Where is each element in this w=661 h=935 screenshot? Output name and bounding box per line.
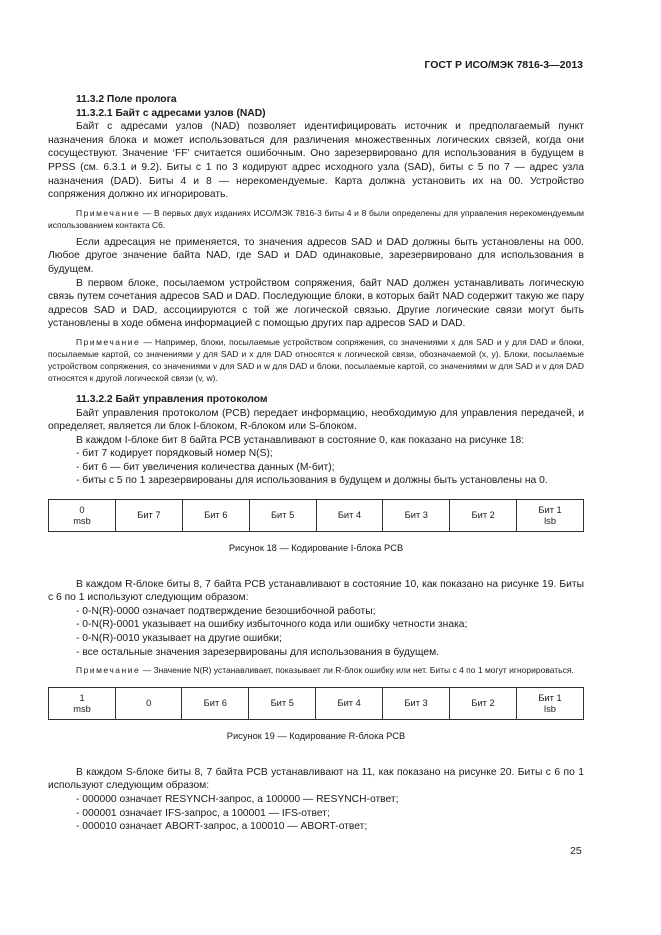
note-label: Примечание	[76, 336, 141, 347]
bit-cell: Бит 3	[383, 500, 450, 532]
note-text: — Например, блоки, посылаемые устройством сопряжения, со значениями x для SAD и y для DAD и блоки, посылаемые картой, со значениями y для SAD и x для DAD относятся к логической связи, обозначаемой (x, y). Блоки, посылаемые устройством сопряжения, со значениями v для SAD и w для DAD и блоки, посылаемые картой, со значениями w для SAD и v для DAD относятся к другой логической связи (v, w).	[48, 336, 584, 383]
bit-cell: Бит 6	[182, 500, 249, 532]
bit-cell: Бит 2	[450, 500, 517, 532]
bit-cell: 0	[116, 688, 182, 720]
list-item: - 000001 означает IFS-запрос, а 100001 — IFS-ответ;	[76, 807, 584, 821]
list-item: - бит 7 кодирует порядковый номер N(S);	[76, 447, 584, 461]
bit-cell: Бит 1 lsb	[517, 500, 584, 532]
figure-19-caption: Рисунок 19 — Кодирование R-блока PCB	[226, 731, 406, 742]
list-s-block	[48, 793, 584, 834]
bit-cell: Бит 1 lsb	[516, 688, 583, 720]
note-label: Примечание	[76, 665, 141, 676]
bit-cell: Бит 7	[115, 500, 182, 532]
list-item: - 0-N(R)-0010 указывает на другие ошибки;	[76, 632, 584, 646]
list-r-block	[48, 605, 584, 659]
figure-19-table	[48, 687, 584, 720]
bit-cell: 0 msb	[49, 500, 116, 532]
section-heading-11-3-2-2: 11.3.2.2 Байт управления протоколом	[76, 393, 268, 405]
paragraph-first-block: В первом блоке, посылаемом устройством сопряжения, байт NAD должен устанавливать логическую связь путем сочетания адресов SAD и DAD. Последующие блоки, в которых байт NAD содержит такую же пару адресов SAD и DAD, ассоциируются с той же логической связью. Другие логические связи могут быть установлены в ходе обмена информацией с помощью других пар адресов SAD и DAD.	[48, 277, 584, 330]
note-3	[48, 664, 584, 676]
figure-18-caption: Рисунок 18 — Кодирование I-блока PCB	[228, 543, 404, 554]
note-label: Примечание	[76, 207, 141, 218]
paragraph-addressing: Если адресация не применяется, то значения адресов SAD и DAD должны быть установлены на 000. Любое другое значение байта NAD, где SAD и DAD одинаковые, зарезервировано для использования в будущем.	[48, 236, 584, 275]
list-item: - 0-N(R)-0000 означает подтверждение безошибочной работы;	[76, 605, 584, 619]
list-item: - биты с 5 по 1 зарезервированы для использования в будущем и должны быть установлены на 0.	[76, 474, 584, 488]
section-heading-11-3-2: 11.3.2 Поле пролога	[76, 94, 177, 105]
paragraph-nad-description: Байт с адресами узлов (NAD) позволяет идентифицировать источник и предполагаемый пункт назначения блока и может использоваться для различения множественных логических связей, когда они сосуществуют. Значение ‘FF’ считается ошибочным. Оно зарезервировано для использования в будущем в PPSS (см. 6.3.1 и 9.2). Биты с 1 по 3 кодируют адрес исходного узла (SAD), биты с 5 по 7 — адрес узла назначения (DAD). Биты 4 и 8 — нерекомендуемые. Карта должна установить их на 00. Устройство сопряжения должно их игнорировать.	[48, 121, 584, 201]
list-item: - все остальные значения зарезервированы для использования в будущем.	[76, 646, 584, 660]
note-text: — Значение N(R) устанавливает, показывает ли R-блок ошибку или нет. Биты с 4 по 1 могут игнорироваться.	[142, 665, 574, 676]
note-1	[48, 207, 584, 231]
bit-cell: 1 msb	[49, 688, 116, 720]
bit-cell: Бит 3	[383, 688, 450, 720]
page-content	[48, 93, 584, 834]
bit-cell: Бит 4	[316, 688, 383, 720]
paragraph-s-block: В каждом S-блоке биты 8, 7 байта PCB устанавливают на 11, как показано на рисунке 20. Биты с 6 по 1 используют следующим образом:	[48, 766, 584, 792]
bit-cell: Бит 5	[249, 500, 316, 532]
bit-cell: Бит 4	[316, 500, 383, 532]
list-item: - 000000 означает RESYNCH-запрос, а 100000 — RESYNCH-ответ;	[76, 793, 584, 807]
paragraph-i-block: В каждом I-блоке бит 8 байта PCB устанавливают в состояние 0, как показано на рисунке 18:	[76, 434, 525, 446]
list-item: - 000010 означает ABORT-запрос, а 100010 — ABORT-ответ;	[76, 820, 584, 834]
page-number: 25	[570, 845, 582, 857]
bit-cell: Бит 6	[182, 688, 249, 720]
note-2	[48, 336, 584, 384]
list-i-block	[48, 447, 584, 488]
note-text: — В первых двух изданиях ИСО/МЭК 7816-3 биты 4 и 8 были определены для управления нерекомендуемым использованием контакта C6.	[48, 207, 584, 230]
paragraph-pcb: Байт управления протоколом (PCB) передает информацию, необходимую для управления передачей, и определяет, является ли блок I-блоком, R-блоком или S-блоком.	[48, 407, 584, 433]
document-header: ГОСТ Р ИСО/МЭК 7816-3—2013	[424, 59, 583, 71]
figure-18-table	[48, 499, 584, 532]
bit-cell: Бит 2	[450, 688, 517, 720]
section-heading-11-3-2-1: 11.3.2.1 Байт с адресами узлов (NAD)	[76, 107, 266, 119]
paragraph-r-block: В каждом R-блоке биты 8, 7 байта PCB устанавливают в состояние 10, как показано на рисунке 19. Биты с 6 по 1 используют следующим образом:	[48, 578, 584, 604]
list-item: - 0-N(R)-0001 указывает на ошибку избыточного кода или ошибку четности знака;	[76, 618, 584, 632]
list-item: - бит 6 — бит увеличения количества данных (М-бит);	[76, 461, 584, 475]
bit-cell: Бит 5	[249, 688, 316, 720]
